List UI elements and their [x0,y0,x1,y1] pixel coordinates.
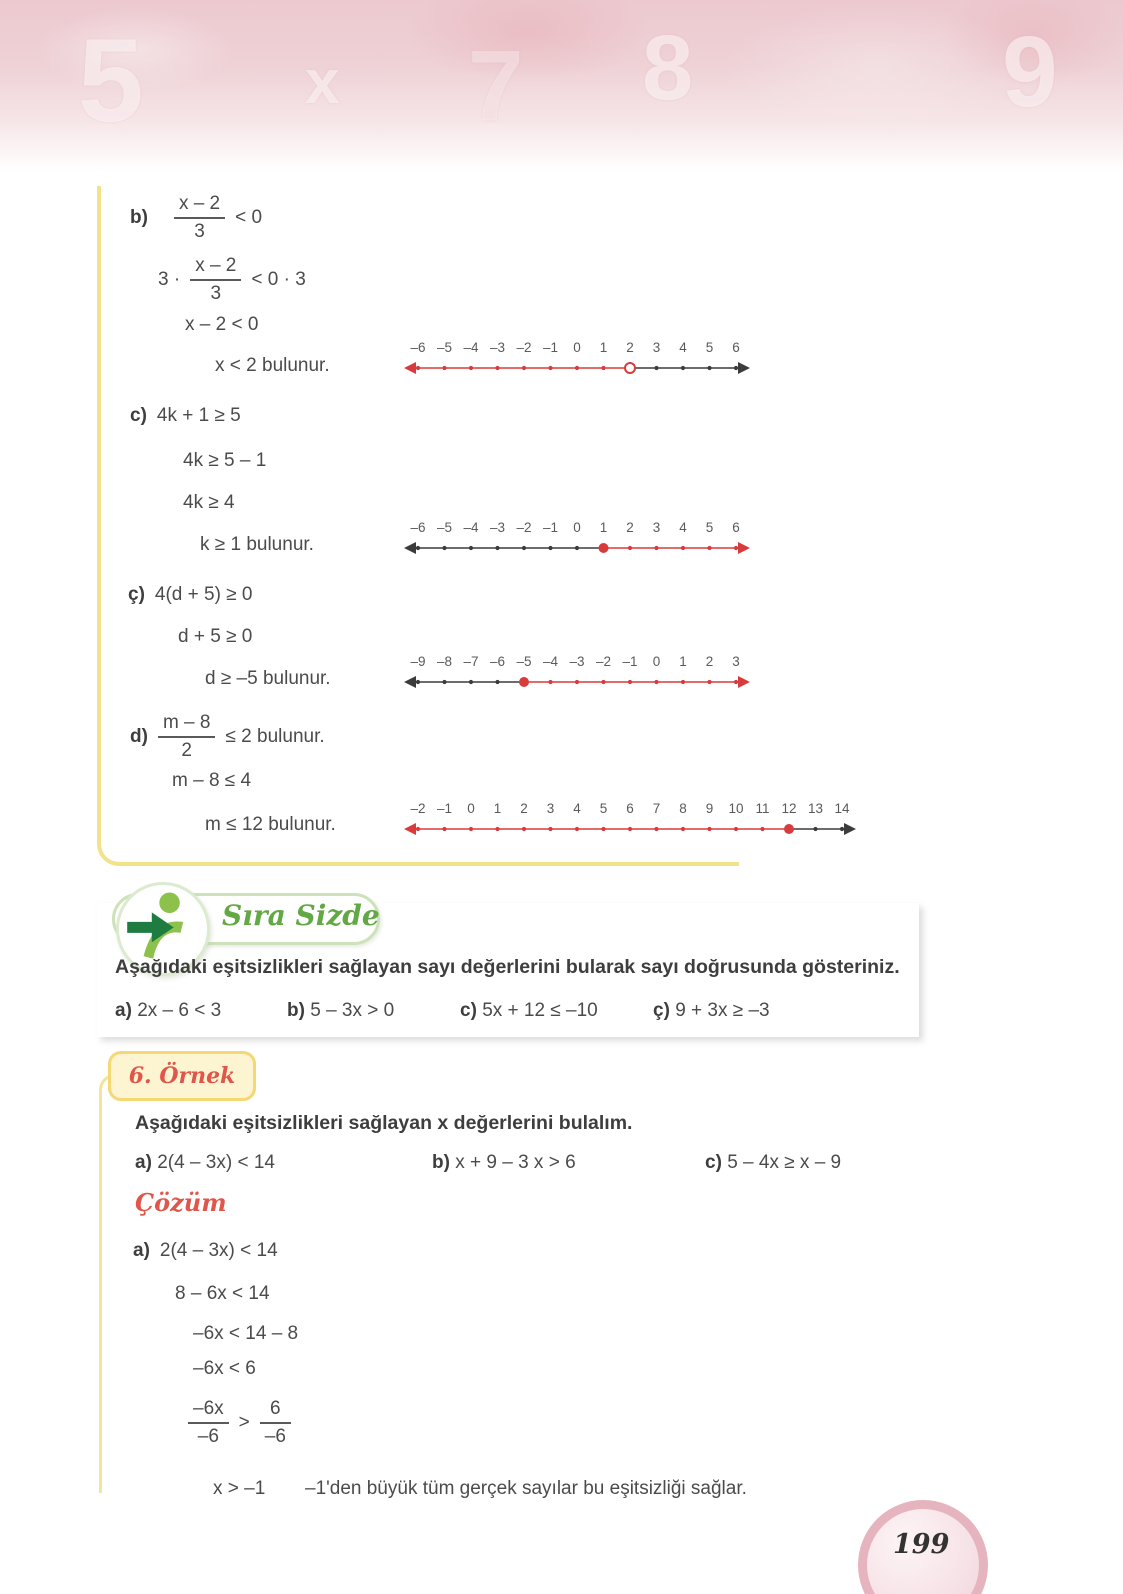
svg-text:4: 4 [679,520,687,535]
svg-text:–2: –2 [516,520,532,535]
svg-text:–4: –4 [463,520,479,535]
decorative-header-band [0,0,1123,178]
solution-step [175,1283,270,1305]
svg-text:10: 10 [728,801,744,816]
solution-step [188,1398,291,1448]
solution-step [158,255,306,305]
svg-text:–2: –2 [516,340,532,355]
svg-text:13: 13 [807,801,824,816]
ornek-block-frame [99,1074,116,1493]
svg-text:5: 5 [705,340,714,355]
solution-step [130,193,262,243]
expression: –6x < 6 [193,1358,256,1379]
example-item: b) x + 9 – 3 x > 6 [432,1152,576,1173]
exercise-item: a) 2x – 6 < 3 [115,1000,222,1021]
svg-text:0: 0 [652,654,661,669]
solution-result [205,814,336,836]
fraction: $\frac{x - 2}{3}$ [174,193,225,243]
svg-text:–5: –5 [436,340,453,355]
item-label: d) [130,725,148,747]
expression: x – 2 < 0 [185,314,259,335]
solution-step [183,492,235,514]
number-line [402,793,858,839]
example-item: c) 5 – 4x ≥ x – 9 [705,1152,842,1173]
solution-step [130,712,325,762]
example-item: a) 2(4 – 3x) < 14 [135,1152,275,1173]
operator: > [238,1411,250,1433]
svg-text:8: 8 [679,801,687,816]
fraction: $\frac{x - 2}{3}$ [190,255,241,305]
svg-text:6: 6 [626,801,634,816]
svg-text:6: 6 [732,340,740,355]
number-line [402,646,752,692]
svg-text:–8: –8 [436,654,453,669]
svg-text:0: 0 [467,801,475,816]
expression: d + 5 ≥ 0 [178,626,253,647]
solution-step [178,626,252,648]
svg-text:11: 11 [755,801,770,816]
expression: x < 2 bulunur. [215,355,330,376]
expression: x > –1 [213,1478,266,1499]
faded-number: 9 [1002,16,1058,128]
solution-step [128,584,252,606]
expression: 8 – 6x < 14 [175,1283,270,1304]
svg-text:2: 2 [626,520,634,535]
svg-text:2: 2 [705,654,714,669]
item-label: ç) [128,584,145,605]
sira-sizde-instruction: Aşağıdaki eşitsizlikleri sağlayan sayı değerlerini bularak sayı doğrusunda gösteriniz. [115,956,900,978]
svg-text:–1: –1 [436,801,453,816]
svg-text:–6: –6 [410,340,426,355]
svg-text:2: 2 [520,801,528,816]
svg-text:6: 6 [732,520,740,535]
svg-text:5: 5 [705,520,714,535]
fraction: $\frac{6}{-6}$ [260,1398,291,1448]
svg-text:1: 1 [493,801,502,816]
svg-text:–1: –1 [542,340,559,355]
svg-text:3: 3 [652,520,661,535]
ornek-title: 6. Örnek [128,1063,236,1089]
svg-text:–3: –3 [569,654,585,669]
solution-step [130,405,241,427]
expression: m ≤ 12 bulunur. [205,814,336,835]
solution-result [205,668,331,690]
exercise-item: b) 5 – 3x > 0 [287,1000,395,1021]
svg-text:–2: –2 [595,654,612,669]
solution-step [172,770,251,792]
expression: < 0 [235,206,263,228]
svg-text:–6: –6 [489,654,506,669]
solution-result [200,534,314,556]
svg-text:–5: –5 [436,520,453,535]
expression: 3 · [158,268,181,290]
svg-text:–3: –3 [489,520,506,535]
note-text: –1'den büyük tüm gerçek sayılar bu eşitsizliği sağlar. [305,1478,747,1499]
svg-text:5: 5 [599,801,608,816]
expression: 4k + 1 ≥ 5 [156,405,241,426]
svg-text:9: 9 [705,801,714,816]
item-label: c) [130,405,147,426]
fraction: $\frac{-6x}{-6}$ [188,1398,229,1448]
ornek-instruction: Aşağıdaki eşitsizlikleri sağlayan x değerlerini bulalım. [135,1112,633,1134]
faded-number: 7 [468,30,524,142]
svg-text:4: 4 [573,801,581,816]
svg-text:–7: –7 [463,654,479,669]
fraction: $\frac{m - 8}{2}$ [158,712,216,762]
solution-step [193,1358,256,1380]
svg-text:0: 0 [573,340,581,355]
number-line [402,332,752,378]
expression: 4k ≥ 4 [183,492,235,513]
svg-text:–9: –9 [410,654,426,669]
cozum-label: Çözüm [135,1188,227,1217]
svg-text:4: 4 [679,340,687,355]
expression: 2(4 – 3x) < 14 [159,1240,278,1261]
svg-text:–2: –2 [410,801,426,816]
expression: 4k ≥ 5 – 1 [183,450,267,471]
faded-multiply-sign: x [305,48,340,117]
svg-text:12: 12 [781,801,797,816]
solution-step [133,1240,278,1262]
faded-number: 5 [78,15,144,147]
svg-text:1: 1 [599,520,608,535]
ornek-badge [108,1051,256,1101]
expression: 4(d + 5) ≥ 0 [154,584,253,605]
expression: –6x < 14 – 8 [193,1323,299,1344]
solution-result [213,1478,265,1500]
svg-text:0: 0 [573,520,581,535]
solution-note [305,1478,747,1500]
svg-text:3: 3 [732,654,740,669]
item-label: b) [130,206,148,228]
svg-text:1: 1 [679,654,687,669]
svg-text:–3: –3 [489,340,506,355]
solution-step [193,1323,298,1345]
page-number-bubble [858,1500,988,1594]
exercise-item: ç) 9 + 3x ≥ –3 [653,1000,770,1021]
svg-text:1: 1 [599,340,608,355]
expression: ≤ 2 bulunur. [225,725,325,747]
solution-step [183,450,266,472]
svg-text:3: 3 [546,801,555,816]
expression: < 0 · 3 [251,268,306,290]
solution-step [185,314,258,336]
svg-text:14: 14 [834,801,850,816]
page-number: 199 [893,1529,950,1560]
svg-text:2: 2 [626,340,634,355]
exercise-item: c) 5x + 12 ≤ –10 [460,1000,598,1021]
svg-text:–4: –4 [463,340,479,355]
solution-result [215,355,330,377]
item-label: a) [133,1240,150,1261]
sira-sizde-title: Sıra Sizde [222,899,380,932]
svg-text:7: 7 [652,801,661,816]
svg-text:–1: –1 [622,654,638,669]
svg-text:–5: –5 [516,654,532,669]
expression: k ≥ 1 bulunur. [200,534,314,555]
faded-number: 8 [642,17,694,119]
svg-text:–1: –1 [542,520,559,535]
number-line [402,512,752,558]
expression: d ≥ –5 bulunur. [205,668,331,689]
expression: m – 8 ≤ 4 [172,770,252,791]
svg-text:–6: –6 [410,520,426,535]
svg-text:–4: –4 [542,654,559,669]
svg-text:3: 3 [652,340,661,355]
